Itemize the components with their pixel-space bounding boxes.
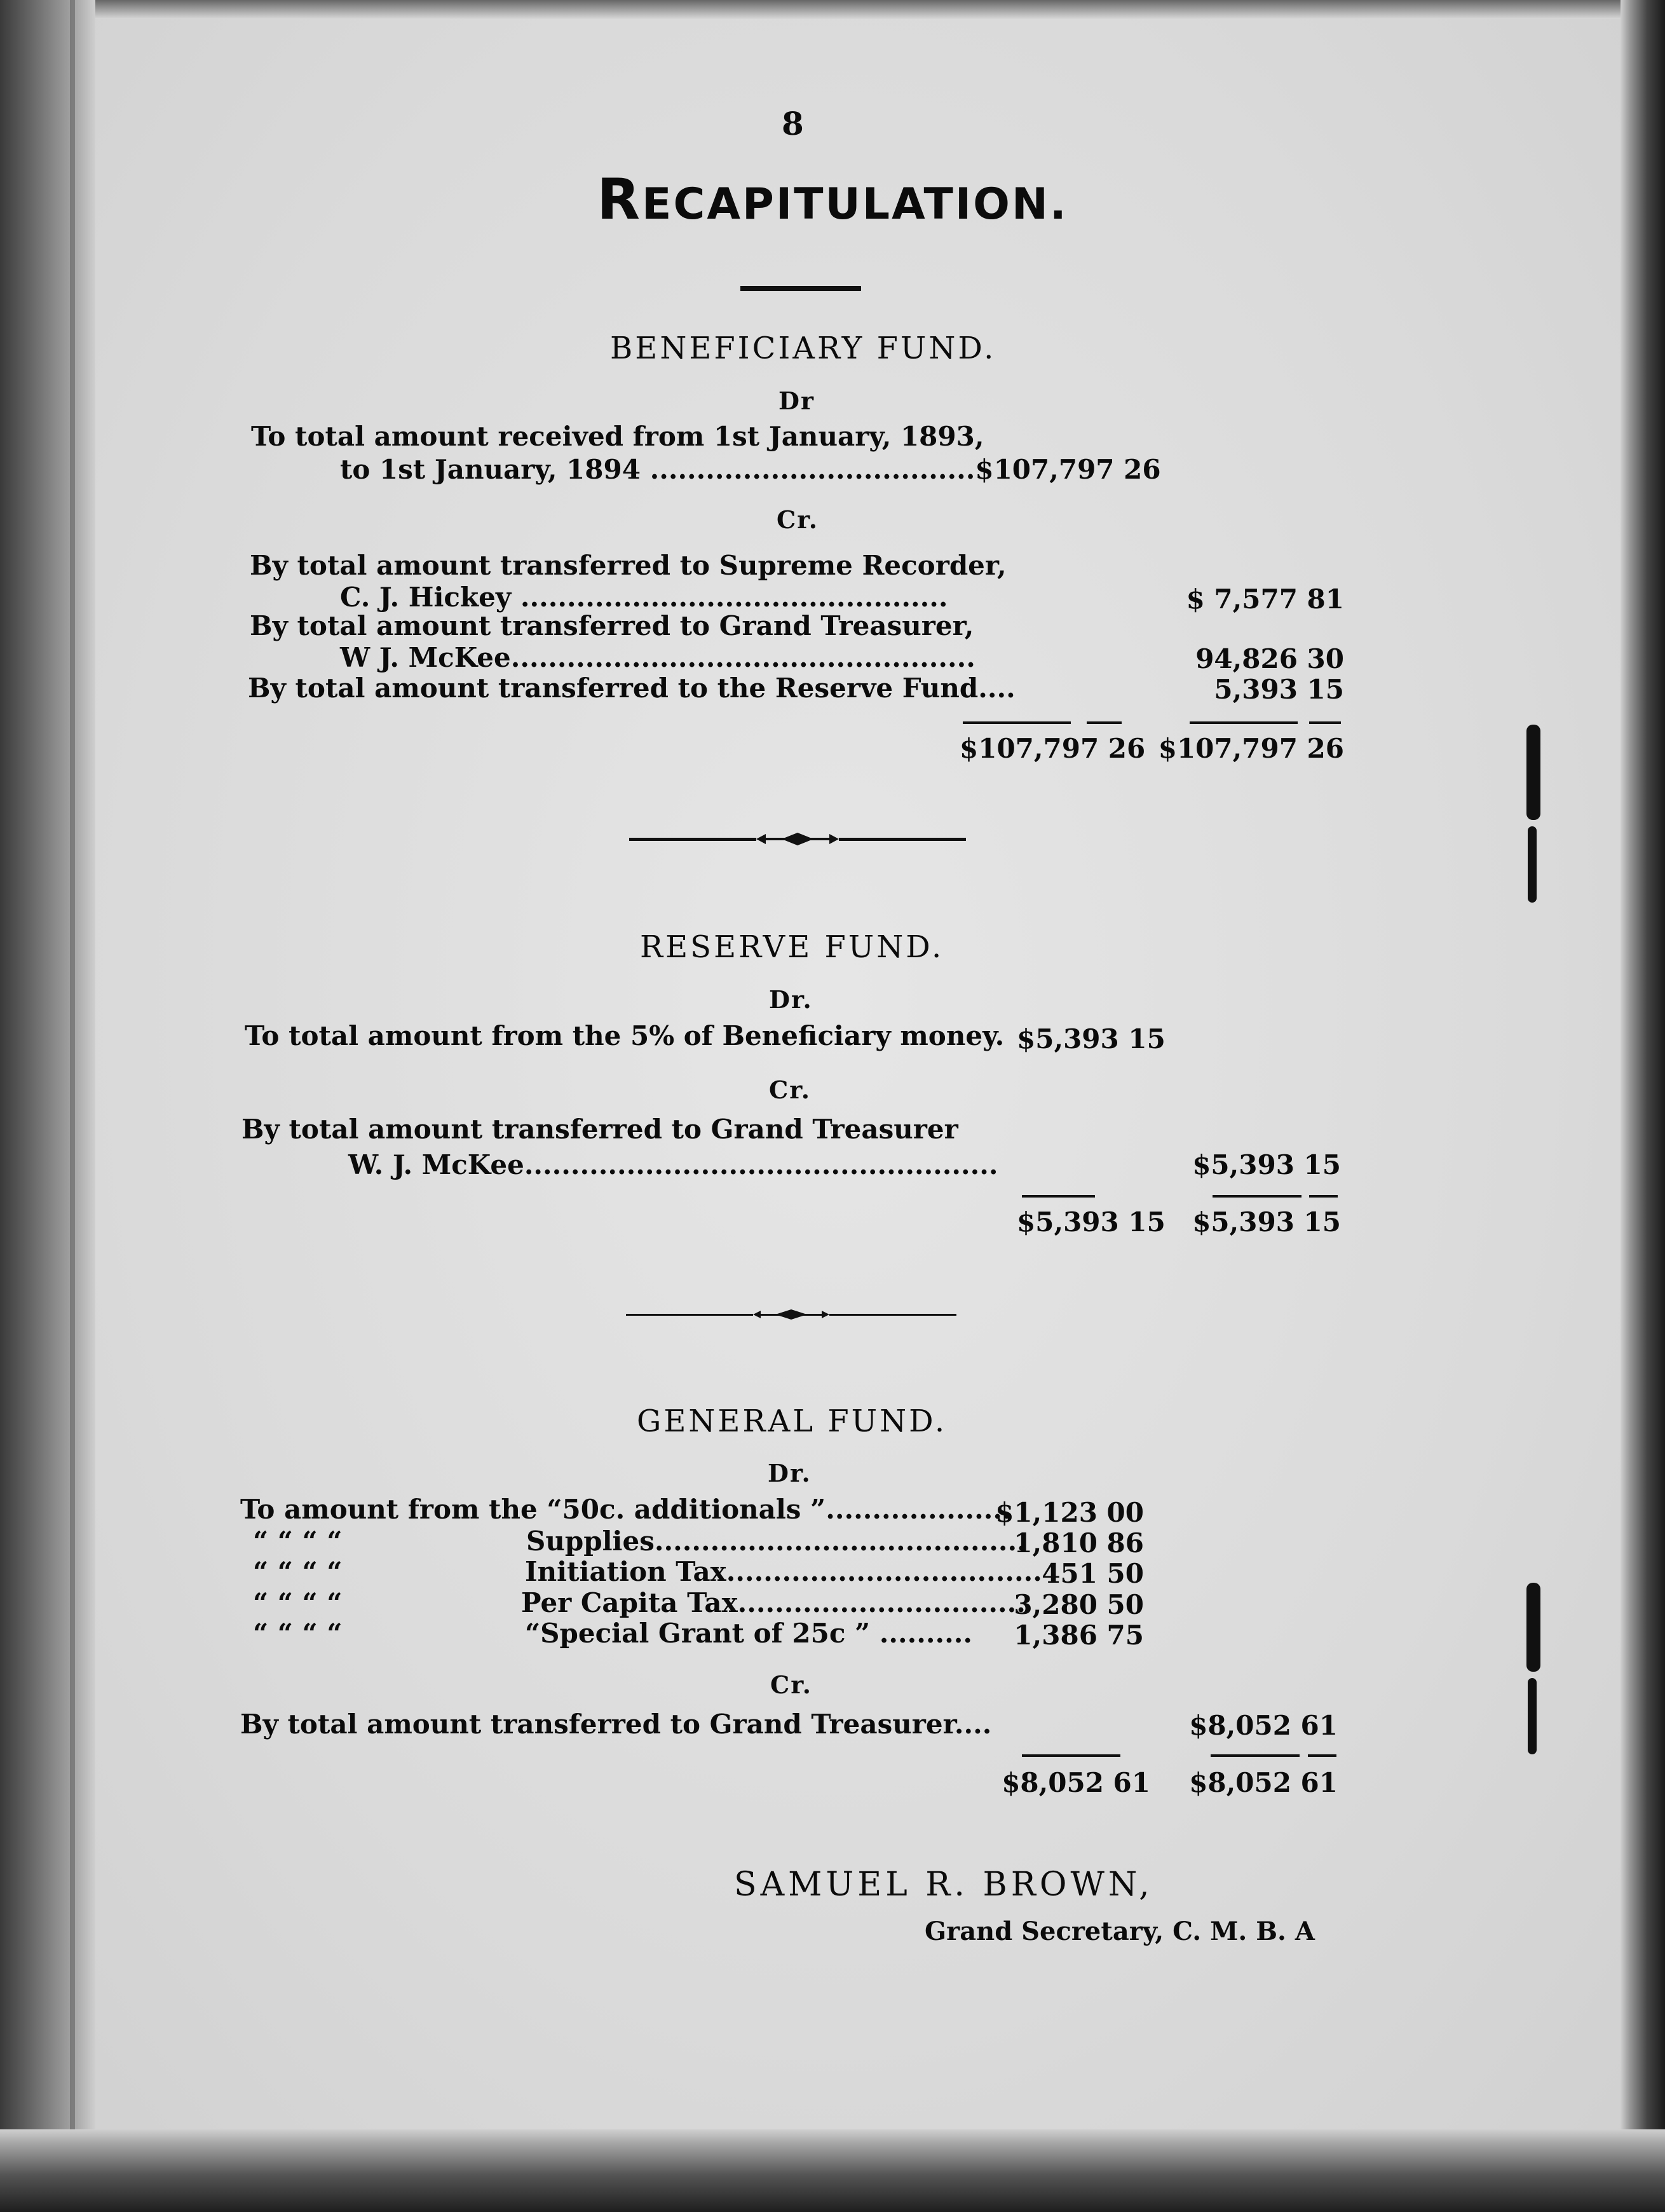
scan-edge-top [0, 0, 1665, 19]
beneficiary-total-dr: $107,797 26 [960, 733, 1146, 764]
reserve-total-cr: $5,393 15 [1192, 1206, 1341, 1238]
ditto-marks: “ “ “ “ [253, 1587, 343, 1618]
reserve-total-rule-cr [1309, 1195, 1338, 1198]
title-rule [740, 286, 861, 291]
general-dr-item-1: To amount from the “50c. additionals ”.................... [240, 1494, 1012, 1525]
beneficiary-cr-item1-line1: By total amount transferred to Supreme Recorder, [250, 550, 1007, 581]
beneficiary-dr-line2: to 1st January, 1894 ...................................$107,797 26 [340, 454, 1161, 485]
ornamental-divider [626, 1302, 956, 1327]
general-dr-item-4-amount: 3,280 50 [1014, 1589, 1144, 1620]
binding-line [70, 0, 75, 2212]
reserve-cr-line2: W. J. McKee................................................... [348, 1149, 998, 1180]
reserve-dr-line: To total amount from the 5% of Beneficiary money. [245, 1020, 1005, 1051]
beneficiary-total-rule-dr [1087, 721, 1122, 724]
general-dr-item-4: Per Capita Tax............................... [521, 1587, 1026, 1618]
ditto-marks: “ “ “ “ [253, 1618, 343, 1649]
beneficiary-cr-item3-amount: 5,393 15 [1214, 674, 1344, 705]
beneficiary-total-cr: $107,797 26 [1158, 733, 1344, 764]
page-number: 8 [782, 105, 804, 142]
binding-clip [1528, 826, 1537, 903]
general-dr-label: Dr. [768, 1459, 812, 1487]
reserve-cr-label: Cr. [769, 1075, 812, 1104]
signatory-name: SAMUEL R. BROWN, [734, 1866, 1153, 1904]
general-dr-item-1-amount: $1,123 00 [995, 1497, 1144, 1528]
beneficiary-total-rule-cr [1309, 721, 1341, 724]
binding-clip [1528, 1678, 1537, 1754]
beneficiary-dr-label: Dr [778, 386, 815, 415]
reserve-dr-amount: $5,393 15 [1017, 1023, 1166, 1055]
general-total-rule-cr [1308, 1754, 1336, 1757]
general-total-dr: $8,052 61 [1002, 1767, 1150, 1798]
ditto-marks: “ “ “ “ [253, 1526, 343, 1557]
general-dr-item-2: Supplies........................................ [526, 1526, 1026, 1557]
general-total-cr: $8,052 61 [1189, 1767, 1338, 1798]
reserve-fund-heading: RESERVE FUND. [640, 929, 944, 965]
scan-edge-right [1621, 0, 1665, 2212]
general-cr-line: By total amount transferred to Grand Treasurer.... [240, 1709, 992, 1740]
beneficiary-cr-item2-line1: By total amount transferred to Grand Treasurer, [250, 610, 974, 641]
beneficiary-cr-item3-line1: By total amount transferred to the Reserve Fund.... [248, 672, 1016, 704]
reserve-total-rule-dr [1022, 1195, 1095, 1198]
scan-edge-bottom [0, 2129, 1665, 2212]
reserve-cr-amount: $5,393 15 [1192, 1149, 1341, 1180]
beneficiary-cr-item1-amount: $ 7,577 81 [1186, 584, 1344, 615]
reserve-total-dr: $5,393 15 [1017, 1206, 1166, 1238]
beneficiary-dr-line1: To total amount received from 1st January, 1893, [251, 421, 984, 452]
general-cr-amount: $8,052 61 [1189, 1710, 1338, 1741]
reserve-cr-line1: By total amount transferred to Grand Treasurer [241, 1114, 958, 1145]
general-total-rule-dr [1022, 1754, 1120, 1757]
beneficiary-fund-heading: BENEFICIARY FUND. [610, 331, 996, 366]
general-dr-item-3-amount: 451 50 [1042, 1558, 1144, 1589]
beneficiary-total-rule-cr [1190, 721, 1298, 724]
beneficiary-cr-item2-amount: 94,826 30 [1195, 643, 1344, 674]
beneficiary-cr-item2-line2: W J. McKee.................................................. [340, 642, 975, 673]
signatory-title: Grand Secretary, C. M. B. A [925, 1916, 1315, 1946]
beneficiary-cr-item1-line2: C. J. Hickey .............................................. [340, 582, 948, 613]
binding-clip [1526, 1583, 1540, 1672]
scan-edge-left [0, 0, 95, 2212]
ornamental-divider [629, 826, 966, 852]
beneficiary-total-rule-dr [963, 721, 1071, 724]
general-total-rule-cr [1211, 1754, 1300, 1757]
ditto-marks: “ “ “ “ [253, 1556, 343, 1587]
general-fund-heading: GENERAL FUND. [637, 1403, 948, 1439]
page-title: RECAPITULATION. [597, 167, 1068, 232]
general-cr-label: Cr. [770, 1670, 813, 1699]
general-dr-item-2-amount: 1,810 86 [1014, 1527, 1144, 1559]
reserve-dr-label: Dr. [769, 985, 813, 1014]
general-dr-item-5: “Special Grant of 25c ” .......... [525, 1618, 973, 1649]
binding-clip [1526, 725, 1540, 820]
reserve-total-rule-cr [1213, 1195, 1301, 1198]
beneficiary-cr-label: Cr. [777, 505, 819, 534]
general-dr-item-5-amount: 1,386 75 [1014, 1620, 1144, 1651]
general-dr-item-3: Initiation Tax.................................. [525, 1556, 1042, 1587]
